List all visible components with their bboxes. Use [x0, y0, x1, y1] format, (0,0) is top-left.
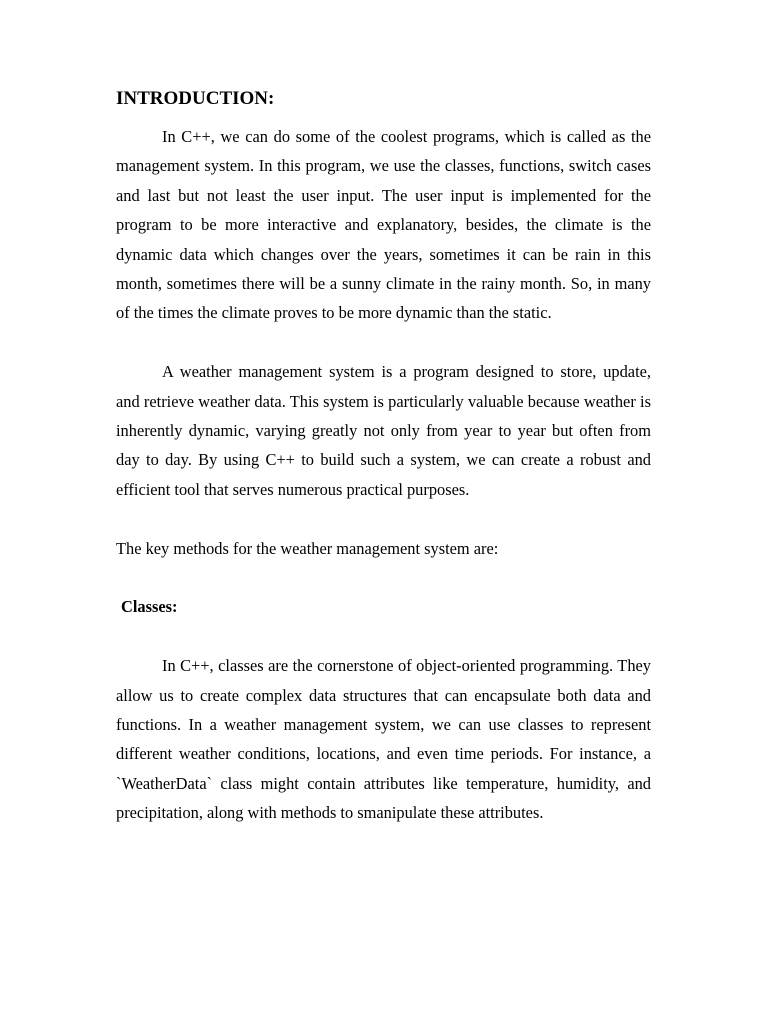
paragraph-spacer: [116, 504, 651, 533]
classes-paragraph: In C++, classes are the cornerstone of object-oriented programming. They allow us to create complex data structures that can encapsulate both data and functions. In a weather management system, we can use classes to represent different weather conditions, locations, and even time periods. For instance, a `WeatherData` class might contain attributes like temperature, humidity, and precipitation, along with methods to smanipulate these attributes.: [116, 656, 651, 823]
weather-system-paragraph: A weather management system is a program designed to store, update, and retrieve weather data. This system is particularly valuable because weather is inherently dynamic, varying greatly not only from year to year but often from day to day. By using C++ to build such a system, we can create a robust and efficient tool that serves numerous practical purposes.: [116, 362, 651, 499]
paragraph-spacer: [116, 328, 651, 357]
classes-heading: Classes:: [121, 597, 178, 617]
paragraph-spacer: [116, 622, 651, 651]
document-page: [116, 86, 651, 828]
paragraph-spacer: [116, 563, 651, 592]
introduction-heading: INTRODUCTION:: [116, 88, 275, 109]
intro-paragraph: In C++, we can do some of the coolest programs, which is called as the management system. In this program, we use the classes, functions, switch cases and last but not least the user input. The user input is implemented for the program to be more interactive and explanatory, besides, the climate is the dynamic data which changes over the years, sometimes it can be rain in this month, sometimes there will be a sunny climate in the rainy month. So, in many of the times the climate proves to be more dynamic than the static.: [116, 127, 651, 323]
key-methods-line: The key methods for the weather management system are:: [116, 538, 499, 558]
